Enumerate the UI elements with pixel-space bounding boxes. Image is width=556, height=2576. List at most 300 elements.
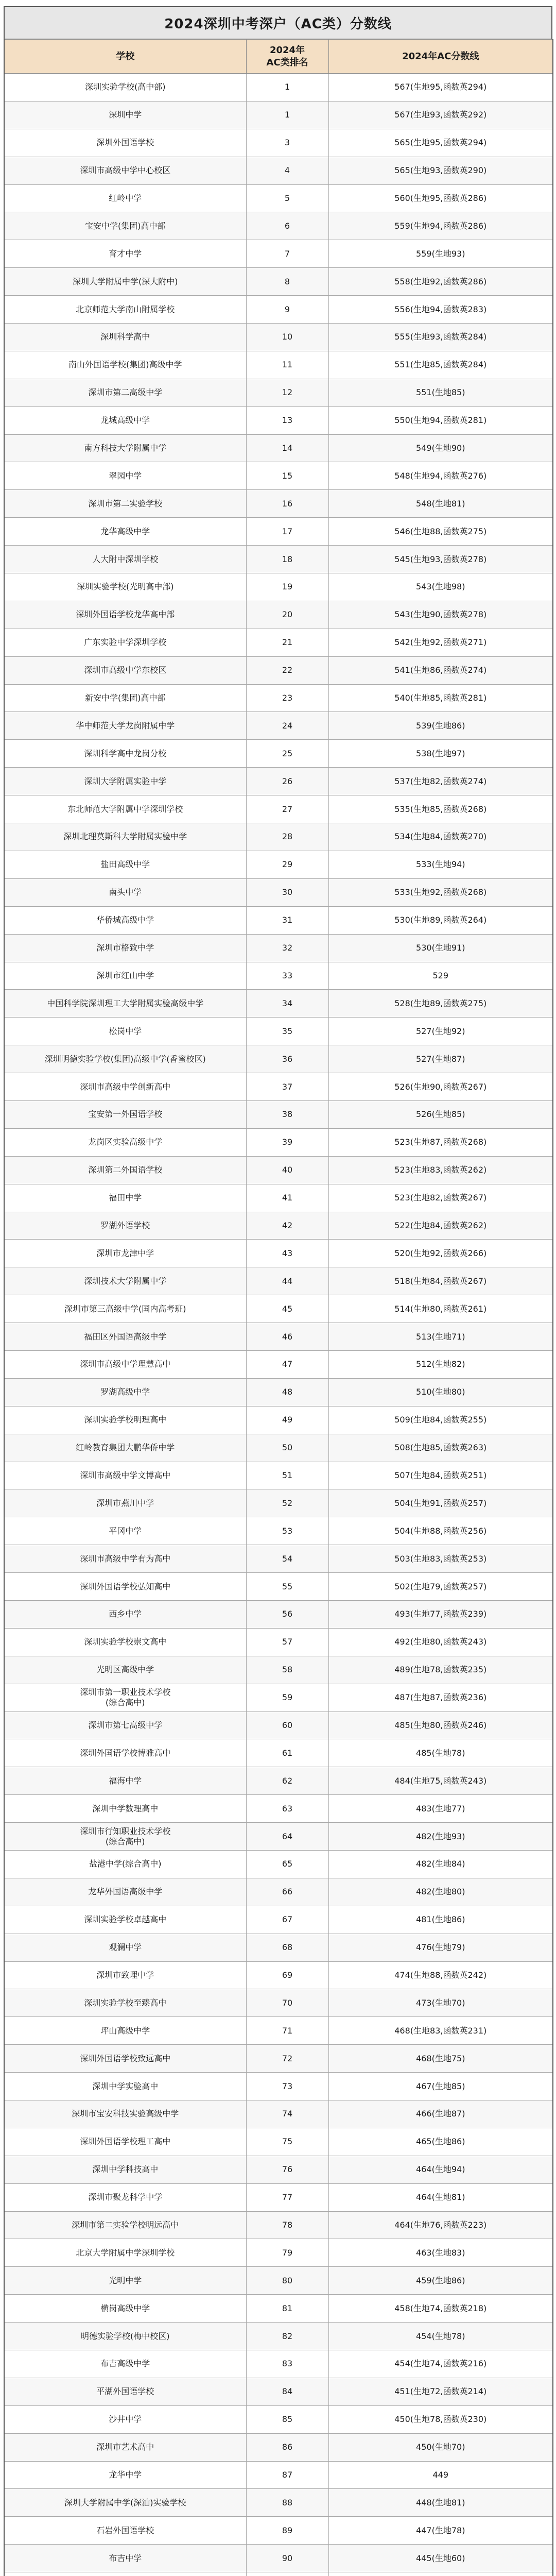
school-cell: 福田中学	[4, 1184, 246, 1212]
school-cell: 龙城高级中学	[4, 406, 246, 434]
rank-cell: 34	[246, 990, 328, 1018]
school-cell: 平冈中学	[4, 1517, 246, 1545]
rank-cell: 73	[246, 2073, 328, 2100]
table-row	[4, 1184, 553, 1212]
school-cell: 深圳市燕川中学	[4, 1489, 246, 1517]
score-cell: 526(生地90,函数英267)	[328, 1073, 553, 1101]
score-cell: 559(生地93)	[328, 240, 553, 268]
school-cell: 深圳市致理中学	[4, 1961, 246, 1989]
school-cell: 龙华中学	[4, 2461, 246, 2489]
score-cell: 538(生地97)	[328, 740, 553, 768]
school-cell: 深圳北理莫斯科大学附属实验中学	[4, 823, 246, 851]
table-row	[4, 1406, 553, 1434]
score-cell: 512(生地82)	[328, 1350, 553, 1378]
rank-cell	[246, 2572, 328, 2576]
table-row	[4, 518, 553, 546]
rank-cell: 30	[246, 878, 328, 906]
score-cell: 483(生地77)	[328, 1795, 553, 1823]
school-cell: 光明区高级中学	[4, 1656, 246, 1684]
score-cell: 510(生地80)	[328, 1378, 553, 1406]
rank-cell: 72	[246, 2045, 328, 2073]
school-cell: 深圳市第七高级中学	[4, 1711, 246, 1739]
school-cell: 西乡中学	[4, 1600, 246, 1628]
table-row	[4, 1350, 553, 1378]
rank-cell: 37	[246, 1073, 328, 1101]
score-cell: 539(生地86)	[328, 712, 553, 740]
table-row	[4, 1545, 553, 1573]
table-row	[4, 129, 553, 157]
school-cell: 南山外国语学校(集团)高级中学	[4, 351, 246, 379]
rank-cell: 80	[246, 2267, 328, 2295]
score-cell: 485(生地78)	[328, 1739, 553, 1767]
school-cell	[4, 2572, 246, 2576]
school-cell: 深圳外国语学校致远高中	[4, 2045, 246, 2073]
rank-cell: 27	[246, 795, 328, 823]
table-row	[4, 1795, 553, 1823]
rank-cell: 49	[246, 1406, 328, 1434]
score-cell: 487(生地87,函数英236)	[328, 1684, 553, 1711]
school-cell: 深圳中学	[4, 101, 246, 129]
school-cell: 深圳中学科技高中	[4, 2156, 246, 2183]
score-cell: 450(生地70)	[328, 2433, 553, 2461]
rank-cell: 59	[246, 1684, 328, 1711]
school-cell: 深圳技术大学附属中学	[4, 1267, 246, 1295]
school-cell: 深圳市高级中学理慧高中	[4, 1350, 246, 1378]
table-row	[4, 712, 553, 740]
table-row	[4, 906, 553, 934]
header-school: 学校	[4, 40, 246, 74]
school-cell: 深圳实验学校崇文高中	[4, 1628, 246, 1656]
school-cell: 深圳市聚龙科学中学	[4, 2183, 246, 2211]
score-cell: 473(生地70)	[328, 1989, 553, 2017]
school-cell: 深圳科学高中龙岗分校	[4, 740, 246, 768]
rank-cell: 21	[246, 629, 328, 656]
table-row	[4, 2323, 553, 2350]
school-cell: 深圳大学附属中学(深大附中)	[4, 268, 246, 296]
school-cell: 深圳实验学校至臻高中	[4, 1989, 246, 2017]
table-row	[4, 934, 553, 962]
school-cell: 深圳外国语学校理工高中	[4, 2128, 246, 2156]
school-cell: 新安中学(集团)高中部	[4, 684, 246, 712]
table-row	[4, 1378, 553, 1406]
table-row	[4, 1462, 553, 1489]
rank-cell: 50	[246, 1434, 328, 1462]
school-cell: 松岗中学	[4, 1018, 246, 1045]
rank-cell: 38	[246, 1100, 328, 1128]
sheet-title: 2024深圳中考深户（AC类）分数线	[4, 6, 552, 39]
rank-cell: 81	[246, 2295, 328, 2323]
school-cell: 深圳外国语学校弘知高中	[4, 1573, 246, 1601]
rank-cell: 10	[246, 324, 328, 351]
score-cell: 447(生地78)	[328, 2517, 553, 2545]
school-cell: 深圳中学数理高中	[4, 1795, 246, 1823]
score-cell: 509(生地84,函数英255)	[328, 1406, 553, 1434]
score-cell: 555(生地93,函数英284)	[328, 324, 553, 351]
school-cell: 龙华高级中学	[4, 518, 246, 546]
rank-cell: 63	[246, 1795, 328, 1823]
score-cell: 558(生地92,函数英286)	[328, 268, 553, 296]
score-cell: 541(生地86,函数英274)	[328, 656, 553, 684]
school-cell: 红岭中学	[4, 184, 246, 212]
rank-cell: 87	[246, 2461, 328, 2489]
rank-cell: 62	[246, 1767, 328, 1795]
school-cell: 平湖外国语学校	[4, 2378, 246, 2405]
score-cell: 464(生地94)	[328, 2156, 553, 2183]
score-cell: 523(生地87,函数英268)	[328, 1128, 553, 1156]
rank-cell: 5	[246, 184, 328, 212]
score-cell: 565(生地93,函数英290)	[328, 157, 553, 184]
school-cell: 南头中学	[4, 878, 246, 906]
table-row	[4, 2545, 553, 2572]
score-cell: 449	[328, 2461, 553, 2489]
table-row	[4, 2295, 553, 2323]
rank-cell: 89	[246, 2517, 328, 2545]
rank-cell: 46	[246, 1323, 328, 1351]
rank-cell: 12	[246, 379, 328, 406]
school-cell: 深圳市高级中学东校区	[4, 656, 246, 684]
score-cell: 565(生地95,函数英294)	[328, 129, 553, 157]
rank-cell: 71	[246, 2017, 328, 2045]
score-cell: 513(生地71)	[328, 1323, 553, 1351]
school-cell: 福田区外国语高级中学	[4, 1323, 246, 1351]
school-cell: 深圳市艺术高中	[4, 2433, 246, 2461]
table-row	[4, 1906, 553, 1934]
table-row	[4, 740, 553, 768]
rank-cell: 88	[246, 2489, 328, 2517]
school-cell: 石岩外国语学校	[4, 2517, 246, 2545]
rank-cell: 53	[246, 1517, 328, 1545]
table-row	[4, 2156, 553, 2183]
rank-cell: 68	[246, 1934, 328, 1961]
school-cell: 红岭教育集团大鹏华侨中学	[4, 1434, 246, 1462]
table-row	[4, 462, 553, 490]
score-cell: 520(生地92,函数英266)	[328, 1240, 553, 1267]
school-cell: 罗湖高级中学	[4, 1378, 246, 1406]
school-cell: 深圳市第二实验学校	[4, 490, 246, 518]
table-row	[4, 1823, 553, 1851]
score-cell: 533(生地94)	[328, 851, 553, 878]
rank-cell: 19	[246, 573, 328, 601]
score-sheet	[4, 6, 552, 2576]
table-row	[4, 1851, 553, 1878]
table-row	[4, 490, 553, 518]
rank-cell: 90	[246, 2545, 328, 2572]
school-cell: 深圳实验学校明理高中	[4, 1406, 246, 1434]
school-cell: 广东实验中学深圳学校	[4, 629, 246, 656]
rank-cell: 17	[246, 518, 328, 546]
table-row	[4, 1878, 553, 1906]
rank-cell: 76	[246, 2156, 328, 2183]
table-row	[4, 2128, 553, 2156]
school-cell: 中国科学院深圳理工大学附属实验高级中学	[4, 990, 246, 1018]
rank-cell: 55	[246, 1573, 328, 1601]
rank-cell: 69	[246, 1961, 328, 1989]
table-row	[4, 2267, 553, 2295]
table-header	[4, 40, 553, 74]
rank-cell: 43	[246, 1240, 328, 1267]
score-cell: 548(生地81)	[328, 490, 553, 518]
rank-cell: 67	[246, 1906, 328, 1934]
table-row	[4, 1240, 553, 1267]
table-row	[4, 2572, 553, 2576]
school-cell: 盐田高级中学	[4, 851, 246, 878]
school-cell: 宝安中学(集团)高中部	[4, 212, 246, 240]
table-row	[4, 1656, 553, 1684]
table-row	[4, 823, 553, 851]
score-cell: 530(生地89,函数英264)	[328, 906, 553, 934]
table-row	[4, 2433, 553, 2461]
score-cell: 493(生地77,函数英239)	[328, 1600, 553, 1628]
rank-cell: 51	[246, 1462, 328, 1489]
table-row	[4, 184, 553, 212]
table-row	[4, 1517, 553, 1545]
school-cell: 福海中学	[4, 1767, 246, 1795]
table-row	[4, 2211, 553, 2239]
school-cell: 深圳科学高中	[4, 324, 246, 351]
score-cell: 528(生地89,函数英275)	[328, 990, 553, 1018]
school-cell: 光明中学	[4, 2267, 246, 2295]
table-row	[4, 406, 553, 434]
score-cell: 514(生地80,函数英261)	[328, 1295, 553, 1323]
school-cell: 沙井中学	[4, 2405, 246, 2433]
rank-cell: 70	[246, 1989, 328, 2017]
table-row	[4, 2045, 553, 2073]
table-row	[4, 240, 553, 268]
score-cell: 467(生地85)	[328, 2073, 553, 2100]
rank-cell: 36	[246, 1045, 328, 1073]
score-cell: 454(生地78)	[328, 2323, 553, 2350]
table-row	[4, 601, 553, 629]
table-row	[4, 1073, 553, 1101]
school-cell: 北京大学附属中学深圳学校	[4, 2239, 246, 2267]
header-rank: 2024年 AC类排名	[246, 40, 328, 74]
rank-cell: 79	[246, 2239, 328, 2267]
score-cell: 465(生地86)	[328, 2128, 553, 2156]
score-cell: 476(生地79)	[328, 1934, 553, 1961]
school-cell: 人大附中深圳学校	[4, 546, 246, 573]
table-row	[4, 1600, 553, 1628]
score-cell: 482(生地93)	[328, 1823, 553, 1851]
rank-cell: 3	[246, 129, 328, 157]
rank-cell: 8	[246, 268, 328, 296]
score-cell: 540(生地85,函数英281)	[328, 684, 553, 712]
table-row	[4, 573, 553, 601]
score-cell: 518(生地84,函数英267)	[328, 1267, 553, 1295]
header-score: 2024年AC分数线	[328, 40, 553, 74]
school-cell: 深圳市红山中学	[4, 962, 246, 990]
rank-cell: 84	[246, 2378, 328, 2405]
score-cell: 508(生地85,函数英263)	[328, 1434, 553, 1462]
school-cell: 明德实验学校(梅中校区)	[4, 2323, 246, 2350]
table-row	[4, 2073, 553, 2100]
score-cell: 545(生地93,函数英278)	[328, 546, 553, 573]
score-cell: 527(生地87)	[328, 1045, 553, 1073]
score-cell: 534(生地84,函数英270)	[328, 823, 553, 851]
score-table	[4, 39, 553, 2576]
score-cell: 459(生地86)	[328, 2267, 553, 2295]
rank-cell: 20	[246, 601, 328, 629]
school-cell: 深圳外国语学校博雅高中	[4, 1739, 246, 1767]
table-row	[4, 379, 553, 406]
rank-cell: 24	[246, 712, 328, 740]
score-cell: 464(生地76,函数英223)	[328, 2211, 553, 2239]
score-cell: 537(生地82,函数英274)	[328, 768, 553, 795]
rank-cell: 28	[246, 823, 328, 851]
school-cell: 深圳市宝安科技实验高级中学	[4, 2100, 246, 2128]
rank-cell: 7	[246, 240, 328, 268]
rank-cell: 47	[246, 1350, 328, 1378]
table-row	[4, 1212, 553, 1240]
rank-cell: 56	[246, 1600, 328, 1628]
school-cell: 宝安第一外国语学校	[4, 1100, 246, 1128]
score-cell: 503(生地83,函数英253)	[328, 1545, 553, 1573]
table-row	[4, 2517, 553, 2545]
rank-cell: 78	[246, 2211, 328, 2239]
score-cell: 481(生地86)	[328, 1906, 553, 1934]
table-row	[4, 157, 553, 184]
table-row	[4, 351, 553, 379]
table-row	[4, 684, 553, 712]
score-cell	[328, 2572, 553, 2576]
score-cell: 526(生地85)	[328, 1100, 553, 1128]
rank-cell: 77	[246, 2183, 328, 2211]
school-cell: 翠园中学	[4, 462, 246, 490]
score-cell: 533(生地92,函数英268)	[328, 878, 553, 906]
score-cell: 492(生地80,函数英243)	[328, 1628, 553, 1656]
score-cell: 523(生地82,函数英267)	[328, 1184, 553, 1212]
rank-cell: 32	[246, 934, 328, 962]
school-cell: 观澜中学	[4, 1934, 246, 1961]
rank-cell: 48	[246, 1378, 328, 1406]
score-cell: 551(生地85)	[328, 379, 553, 406]
rank-cell: 60	[246, 1711, 328, 1739]
table-row	[4, 1128, 553, 1156]
score-cell: 504(生地88,函数英256)	[328, 1517, 553, 1545]
score-cell: 489(生地78,函数英235)	[328, 1656, 553, 1684]
rank-cell: 74	[246, 2100, 328, 2128]
table-row	[4, 74, 553, 101]
rank-cell: 75	[246, 2128, 328, 2156]
rank-cell: 54	[246, 1545, 328, 1573]
rank-cell: 61	[246, 1739, 328, 1767]
rank-cell: 4	[246, 157, 328, 184]
rank-cell: 40	[246, 1156, 328, 1184]
score-cell: 468(生地75)	[328, 2045, 553, 2073]
table-row	[4, 851, 553, 878]
score-cell: 448(生地81)	[328, 2489, 553, 2517]
score-cell: 548(生地94,函数英276)	[328, 462, 553, 490]
table-row	[4, 2183, 553, 2211]
score-cell: 450(生地78,函数英230)	[328, 2405, 553, 2433]
school-cell: 深圳市龙津中学	[4, 1240, 246, 1267]
table-row	[4, 1323, 553, 1351]
table-row	[4, 1267, 553, 1295]
table-row	[4, 1573, 553, 1601]
table-row	[4, 1489, 553, 1517]
rank-cell: 86	[246, 2433, 328, 2461]
score-cell: 468(生地83,函数英231)	[328, 2017, 553, 2045]
score-cell: 559(生地94,函数英286)	[328, 212, 553, 240]
school-cell: 深圳市行知职业技术学校 (综合高中)	[4, 1823, 246, 1851]
table-row	[4, 2017, 553, 2045]
school-cell: 坪山高级中学	[4, 2017, 246, 2045]
rank-cell: 44	[246, 1267, 328, 1295]
table-row	[4, 629, 553, 656]
score-cell: 445(生地60)	[328, 2545, 553, 2572]
school-cell: 龙岗区实验高级中学	[4, 1128, 246, 1156]
score-cell: 543(生地98)	[328, 573, 553, 601]
score-cell: 556(生地94,函数英283)	[328, 296, 553, 324]
rank-cell: 83	[246, 2350, 328, 2378]
school-cell: 深圳实验学校(高中部)	[4, 74, 246, 101]
school-cell: 龙华外国语高级中学	[4, 1878, 246, 1906]
score-cell: 535(生地85,函数英268)	[328, 795, 553, 823]
rank-cell: 23	[246, 684, 328, 712]
rank-cell: 26	[246, 768, 328, 795]
table-row	[4, 1711, 553, 1739]
table-row	[4, 1295, 553, 1323]
table-row	[4, 2100, 553, 2128]
table-row	[4, 878, 553, 906]
school-cell: 深圳市第二高级中学	[4, 379, 246, 406]
school-cell: 盐港中学(综合高中)	[4, 1851, 246, 1878]
school-cell: 南方科技大学附属中学	[4, 434, 246, 462]
rank-cell: 35	[246, 1018, 328, 1045]
school-cell: 华侨城高级中学	[4, 906, 246, 934]
school-cell: 深圳实验学校(光明高中部)	[4, 573, 246, 601]
score-cell: 474(生地88,函数英242)	[328, 1961, 553, 1989]
school-cell: 深圳市第二实验学校明远高中	[4, 2211, 246, 2239]
table-row	[4, 1434, 553, 1462]
table-row	[4, 1767, 553, 1795]
table-row	[4, 2461, 553, 2489]
score-cell: 550(生地94,函数英281)	[328, 406, 553, 434]
rank-cell: 25	[246, 740, 328, 768]
score-cell: 482(生地84)	[328, 1851, 553, 1878]
score-cell: 507(生地84,函数英251)	[328, 1462, 553, 1489]
school-cell: 东北师范大学附属中学深圳学校	[4, 795, 246, 823]
school-cell: 深圳外国语学校	[4, 129, 246, 157]
score-cell: 567(生地93,函数英292)	[328, 101, 553, 129]
score-cell: 463(生地83)	[328, 2239, 553, 2267]
table-row	[4, 101, 553, 129]
table-row	[4, 546, 553, 573]
school-cell: 深圳大学附属中学(深汕)实验学校	[4, 2489, 246, 2517]
rank-cell: 45	[246, 1295, 328, 1323]
table-row	[4, 268, 553, 296]
school-cell: 深圳市高级中学中心校区	[4, 157, 246, 184]
rank-cell: 18	[246, 546, 328, 573]
header-row	[4, 40, 553, 74]
table-row	[4, 324, 553, 351]
school-cell: 布吉中学	[4, 2545, 246, 2572]
school-cell: 深圳市高级中学文博高中	[4, 1462, 246, 1489]
score-cell: 454(生地74,函数英216)	[328, 2350, 553, 2378]
score-cell: 458(生地74,函数英218)	[328, 2295, 553, 2323]
rank-cell: 65	[246, 1851, 328, 1878]
score-cell: 560(生地95,函数英286)	[328, 184, 553, 212]
rank-cell: 16	[246, 490, 328, 518]
rank-cell: 9	[246, 296, 328, 324]
school-cell: 深圳外国语学校龙华高中部	[4, 601, 246, 629]
rank-cell: 1	[246, 74, 328, 101]
school-cell: 深圳明德实验学校(集团)高级中学(香蜜校区)	[4, 1045, 246, 1073]
school-cell: 北京师范大学南山附属学校	[4, 296, 246, 324]
school-cell: 深圳第二外国语学校	[4, 1156, 246, 1184]
score-cell: 523(生地83,函数英262)	[328, 1156, 553, 1184]
school-cell: 布吉高级中学	[4, 2350, 246, 2378]
score-cell: 543(生地90,函数英278)	[328, 601, 553, 629]
